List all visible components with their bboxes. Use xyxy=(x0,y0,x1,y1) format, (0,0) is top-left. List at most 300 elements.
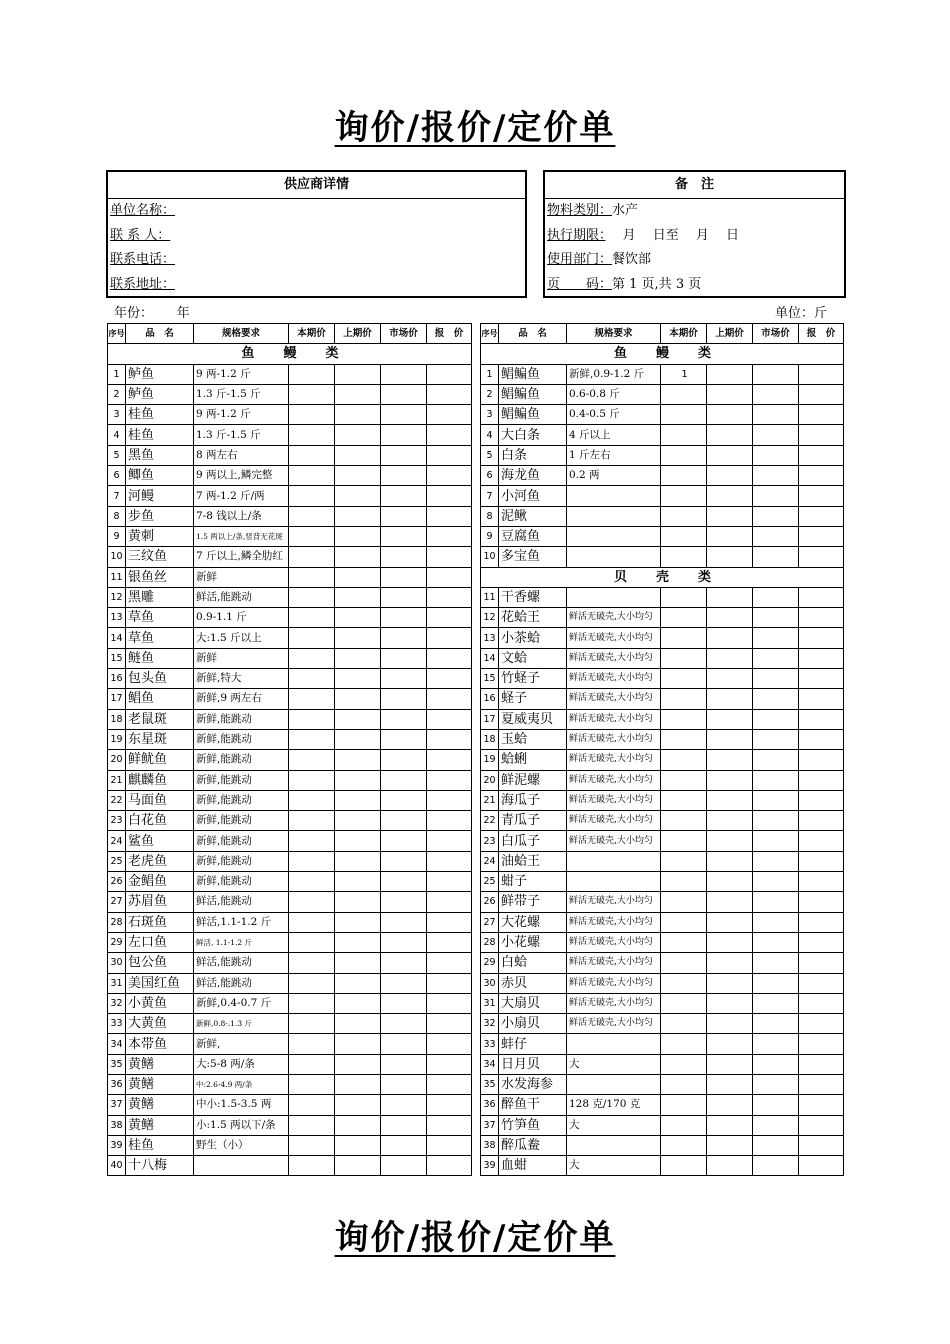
last-price-cell[interactable] xyxy=(335,445,381,465)
market-price-cell[interactable] xyxy=(753,689,799,709)
current-price-cell[interactable] xyxy=(289,669,335,689)
quote-cell[interactable] xyxy=(427,1135,472,1155)
quote-cell[interactable] xyxy=(427,729,472,749)
current-price-cell[interactable] xyxy=(289,872,335,892)
market-price-cell[interactable] xyxy=(753,811,799,831)
current-price-cell[interactable] xyxy=(289,466,335,486)
quote-cell[interactable] xyxy=(799,608,844,628)
last-price-cell[interactable] xyxy=(335,892,381,912)
supplier-company-field[interactable]: 单位名称： xyxy=(110,203,176,218)
last-price-cell[interactable] xyxy=(335,709,381,729)
current-price-cell[interactable] xyxy=(661,912,707,932)
market-price-cell[interactable] xyxy=(381,669,427,689)
market-price-cell[interactable] xyxy=(381,932,427,952)
quote-cell[interactable] xyxy=(427,932,472,952)
current-price-cell[interactable] xyxy=(661,993,707,1013)
quote-cell[interactable] xyxy=(799,1014,844,1034)
quote-cell[interactable] xyxy=(427,750,472,770)
quote-cell[interactable] xyxy=(427,425,472,445)
market-price-cell[interactable] xyxy=(381,1095,427,1115)
market-price-cell[interactable] xyxy=(753,628,799,648)
market-price-cell[interactable] xyxy=(753,932,799,952)
last-price-cell[interactable] xyxy=(707,1034,753,1054)
current-price-cell[interactable] xyxy=(661,831,707,851)
current-price-cell[interactable] xyxy=(289,506,335,526)
current-price-cell[interactable] xyxy=(661,608,707,628)
current-price-cell[interactable] xyxy=(289,1034,335,1054)
quote-cell[interactable] xyxy=(427,466,472,486)
last-price-cell[interactable] xyxy=(707,932,753,952)
current-price-cell[interactable] xyxy=(289,486,335,506)
market-price-cell[interactable] xyxy=(381,689,427,709)
last-price-cell[interactable] xyxy=(335,1014,381,1034)
last-price-cell[interactable] xyxy=(707,790,753,810)
market-price-cell[interactable] xyxy=(381,526,427,546)
quote-cell[interactable] xyxy=(427,628,472,648)
market-price-cell[interactable] xyxy=(381,912,427,932)
quote-cell[interactable] xyxy=(427,790,472,810)
last-price-cell[interactable] xyxy=(335,770,381,790)
quote-cell[interactable] xyxy=(427,1054,472,1074)
current-price-cell[interactable] xyxy=(289,1074,335,1094)
market-price-cell[interactable] xyxy=(381,608,427,628)
market-price-cell[interactable] xyxy=(381,445,427,465)
last-price-cell[interactable] xyxy=(707,466,753,486)
last-price-cell[interactable] xyxy=(335,486,381,506)
quote-cell[interactable] xyxy=(427,526,472,546)
quote-cell[interactable] xyxy=(799,912,844,932)
quote-cell[interactable] xyxy=(799,973,844,993)
market-price-cell[interactable] xyxy=(381,750,427,770)
current-price-cell[interactable] xyxy=(661,811,707,831)
current-price-cell[interactable] xyxy=(661,851,707,871)
last-price-cell[interactable] xyxy=(335,1156,381,1176)
current-price-cell[interactable] xyxy=(661,587,707,607)
quote-cell[interactable] xyxy=(427,405,472,425)
current-price-cell[interactable] xyxy=(661,405,707,425)
quote-cell[interactable] xyxy=(427,892,472,912)
quote-cell[interactable] xyxy=(799,750,844,770)
current-price-cell[interactable] xyxy=(289,1156,335,1176)
current-price-cell[interactable] xyxy=(289,750,335,770)
current-price-cell[interactable] xyxy=(289,608,335,628)
last-price-cell[interactable] xyxy=(707,729,753,749)
current-price-cell[interactable] xyxy=(661,384,707,404)
last-price-cell[interactable] xyxy=(335,1095,381,1115)
last-price-cell[interactable] xyxy=(335,425,381,445)
current-price-cell[interactable] xyxy=(661,770,707,790)
quote-cell[interactable] xyxy=(799,953,844,973)
market-price-cell[interactable] xyxy=(753,1115,799,1135)
quote-cell[interactable] xyxy=(799,932,844,952)
last-price-cell[interactable] xyxy=(707,384,753,404)
last-price-cell[interactable] xyxy=(707,973,753,993)
last-price-cell[interactable] xyxy=(707,811,753,831)
last-price-cell[interactable] xyxy=(335,912,381,932)
quote-cell[interactable] xyxy=(427,547,472,567)
quote-cell[interactable] xyxy=(799,648,844,668)
current-price-cell[interactable] xyxy=(661,1034,707,1054)
last-price-cell[interactable] xyxy=(335,851,381,871)
current-price-cell[interactable] xyxy=(289,364,335,384)
market-price-cell[interactable] xyxy=(381,831,427,851)
current-price-cell[interactable] xyxy=(661,486,707,506)
market-price-cell[interactable] xyxy=(381,364,427,384)
current-price-cell[interactable] xyxy=(661,1135,707,1155)
current-price-cell[interactable] xyxy=(289,1014,335,1034)
market-price-cell[interactable] xyxy=(753,770,799,790)
market-price-cell[interactable] xyxy=(381,1054,427,1074)
supplier-address-field[interactable]: 联系地址： xyxy=(110,276,176,292)
quote-cell[interactable] xyxy=(427,1115,472,1135)
market-price-cell[interactable] xyxy=(753,993,799,1013)
quote-cell[interactable] xyxy=(427,973,472,993)
market-price-cell[interactable] xyxy=(753,709,799,729)
market-price-cell[interactable] xyxy=(753,648,799,668)
quote-cell[interactable] xyxy=(427,1034,472,1054)
market-price-cell[interactable] xyxy=(381,709,427,729)
quote-cell[interactable] xyxy=(427,567,472,587)
market-price-cell[interactable] xyxy=(753,486,799,506)
current-price-cell[interactable] xyxy=(661,750,707,770)
quote-cell[interactable] xyxy=(427,648,472,668)
market-price-cell[interactable] xyxy=(753,1014,799,1034)
market-price-cell[interactable] xyxy=(381,993,427,1013)
quote-cell[interactable] xyxy=(799,770,844,790)
market-price-cell[interactable] xyxy=(753,466,799,486)
quote-cell[interactable] xyxy=(799,1156,844,1176)
last-price-cell[interactable] xyxy=(707,526,753,546)
last-price-cell[interactable] xyxy=(335,506,381,526)
market-price-cell[interactable] xyxy=(753,526,799,546)
quote-cell[interactable] xyxy=(427,364,472,384)
last-price-cell[interactable] xyxy=(707,851,753,871)
market-price-cell[interactable] xyxy=(381,1135,427,1155)
quote-cell[interactable] xyxy=(427,384,472,404)
market-price-cell[interactable] xyxy=(753,851,799,871)
quote-cell[interactable] xyxy=(799,1115,844,1135)
quote-cell[interactable] xyxy=(427,506,472,526)
current-price-cell[interactable] xyxy=(289,892,335,912)
last-price-cell[interactable] xyxy=(707,709,753,729)
last-price-cell[interactable] xyxy=(335,364,381,384)
last-price-cell[interactable] xyxy=(707,587,753,607)
market-price-cell[interactable] xyxy=(753,405,799,425)
market-price-cell[interactable] xyxy=(753,1034,799,1054)
market-price-cell[interactable] xyxy=(381,973,427,993)
quote-cell[interactable] xyxy=(799,628,844,648)
last-price-cell[interactable] xyxy=(335,1054,381,1074)
last-price-cell[interactable] xyxy=(335,1115,381,1135)
last-price-cell[interactable] xyxy=(335,628,381,648)
market-price-cell[interactable] xyxy=(381,729,427,749)
market-price-cell[interactable] xyxy=(753,547,799,567)
last-price-cell[interactable] xyxy=(335,587,381,607)
market-price-cell[interactable] xyxy=(753,729,799,749)
last-price-cell[interactable] xyxy=(335,831,381,851)
market-price-cell[interactable] xyxy=(753,953,799,973)
quote-cell[interactable] xyxy=(799,993,844,1013)
last-price-cell[interactable] xyxy=(707,648,753,668)
last-price-cell[interactable] xyxy=(707,445,753,465)
current-price-cell[interactable] xyxy=(661,932,707,952)
last-price-cell[interactable] xyxy=(707,912,753,932)
last-price-cell[interactable] xyxy=(335,689,381,709)
quote-cell[interactable] xyxy=(799,831,844,851)
last-price-cell[interactable] xyxy=(707,689,753,709)
market-price-cell[interactable] xyxy=(753,1095,799,1115)
current-price-cell[interactable] xyxy=(661,547,707,567)
last-price-cell[interactable] xyxy=(707,608,753,628)
quote-cell[interactable] xyxy=(799,1074,844,1094)
current-price-cell[interactable] xyxy=(661,790,707,810)
market-price-cell[interactable] xyxy=(381,790,427,810)
quote-cell[interactable] xyxy=(799,486,844,506)
market-price-cell[interactable] xyxy=(753,831,799,851)
market-price-cell[interactable] xyxy=(753,587,799,607)
quote-cell[interactable] xyxy=(799,384,844,404)
last-price-cell[interactable] xyxy=(707,364,753,384)
market-price-cell[interactable] xyxy=(381,567,427,587)
last-price-cell[interactable] xyxy=(707,1014,753,1034)
last-price-cell[interactable] xyxy=(335,729,381,749)
last-price-cell[interactable] xyxy=(707,1115,753,1135)
market-price-cell[interactable] xyxy=(381,506,427,526)
current-price-cell[interactable] xyxy=(661,466,707,486)
last-price-cell[interactable] xyxy=(335,790,381,810)
quote-cell[interactable] xyxy=(799,547,844,567)
last-price-cell[interactable] xyxy=(335,811,381,831)
market-price-cell[interactable] xyxy=(381,425,427,445)
quote-cell[interactable] xyxy=(799,364,844,384)
last-price-cell[interactable] xyxy=(707,1054,753,1074)
quote-cell[interactable] xyxy=(799,729,844,749)
quote-cell[interactable] xyxy=(427,486,472,506)
quote-cell[interactable] xyxy=(799,445,844,465)
current-price-cell[interactable] xyxy=(289,953,335,973)
last-price-cell[interactable] xyxy=(707,1156,753,1176)
last-price-cell[interactable] xyxy=(707,872,753,892)
last-price-cell[interactable] xyxy=(335,993,381,1013)
quote-cell[interactable] xyxy=(799,851,844,871)
current-price-cell[interactable] xyxy=(289,973,335,993)
market-price-cell[interactable] xyxy=(753,1156,799,1176)
current-price-cell[interactable] xyxy=(289,628,335,648)
quote-cell[interactable] xyxy=(427,811,472,831)
last-price-cell[interactable] xyxy=(707,831,753,851)
quote-cell[interactable] xyxy=(799,425,844,445)
quote-cell[interactable] xyxy=(799,405,844,425)
market-price-cell[interactable] xyxy=(381,405,427,425)
last-price-cell[interactable] xyxy=(335,872,381,892)
current-price-cell[interactable] xyxy=(289,547,335,567)
supplier-contact-field[interactable]: 联 系 人： xyxy=(110,227,171,243)
last-price-cell[interactable] xyxy=(707,506,753,526)
current-price-cell[interactable] xyxy=(289,1054,335,1074)
market-price-cell[interactable] xyxy=(753,445,799,465)
market-price-cell[interactable] xyxy=(753,669,799,689)
last-price-cell[interactable] xyxy=(707,547,753,567)
quote-cell[interactable] xyxy=(799,1135,844,1155)
market-price-cell[interactable] xyxy=(381,1115,427,1135)
current-price-cell[interactable] xyxy=(661,729,707,749)
market-price-cell[interactable] xyxy=(753,1054,799,1074)
last-price-cell[interactable] xyxy=(335,932,381,952)
current-price-cell[interactable] xyxy=(289,1095,335,1115)
quote-cell[interactable] xyxy=(427,993,472,1013)
current-price-cell[interactable] xyxy=(289,689,335,709)
quote-cell[interactable] xyxy=(799,790,844,810)
current-price-cell[interactable] xyxy=(289,445,335,465)
market-price-cell[interactable] xyxy=(381,872,427,892)
quote-cell[interactable] xyxy=(427,689,472,709)
current-price-cell[interactable] xyxy=(661,689,707,709)
current-price-cell[interactable] xyxy=(661,669,707,689)
quote-cell[interactable] xyxy=(427,587,472,607)
supplier-phone-field[interactable]: 联系电话： xyxy=(110,252,176,267)
market-price-cell[interactable] xyxy=(753,608,799,628)
market-price-cell[interactable] xyxy=(753,973,799,993)
market-price-cell[interactable] xyxy=(753,872,799,892)
market-price-cell[interactable] xyxy=(753,750,799,770)
last-price-cell[interactable] xyxy=(707,425,753,445)
last-price-cell[interactable] xyxy=(335,973,381,993)
quote-cell[interactable] xyxy=(427,912,472,932)
last-price-cell[interactable] xyxy=(335,1074,381,1094)
quote-cell[interactable] xyxy=(799,669,844,689)
current-price-cell[interactable] xyxy=(661,973,707,993)
current-price-cell[interactable] xyxy=(289,567,335,587)
quote-cell[interactable] xyxy=(427,608,472,628)
current-price-cell[interactable] xyxy=(289,405,335,425)
current-price-cell[interactable] xyxy=(289,1115,335,1135)
market-price-cell[interactable] xyxy=(381,811,427,831)
current-price-cell[interactable] xyxy=(661,1014,707,1034)
quote-cell[interactable] xyxy=(799,1095,844,1115)
quote-cell[interactable] xyxy=(799,1054,844,1074)
last-price-cell[interactable] xyxy=(335,669,381,689)
last-price-cell[interactable] xyxy=(335,466,381,486)
market-price-cell[interactable] xyxy=(753,790,799,810)
market-price-cell[interactable] xyxy=(753,892,799,912)
quote-cell[interactable] xyxy=(427,851,472,871)
last-price-cell[interactable] xyxy=(707,1135,753,1155)
current-price-cell[interactable] xyxy=(289,648,335,668)
last-price-cell[interactable] xyxy=(707,770,753,790)
quote-cell[interactable] xyxy=(427,831,472,851)
last-price-cell[interactable] xyxy=(335,1135,381,1155)
current-price-cell[interactable] xyxy=(661,506,707,526)
current-price-cell[interactable] xyxy=(661,628,707,648)
quote-cell[interactable] xyxy=(799,1034,844,1054)
market-price-cell[interactable] xyxy=(381,1156,427,1176)
quote-cell[interactable] xyxy=(427,1156,472,1176)
current-price-cell[interactable] xyxy=(661,648,707,668)
quote-cell[interactable] xyxy=(427,1074,472,1094)
quote-cell[interactable] xyxy=(427,953,472,973)
current-price-cell[interactable] xyxy=(661,872,707,892)
quote-cell[interactable] xyxy=(427,709,472,729)
market-price-cell[interactable] xyxy=(381,384,427,404)
last-price-cell[interactable] xyxy=(707,993,753,1013)
quote-cell[interactable] xyxy=(799,709,844,729)
current-price-cell[interactable] xyxy=(289,587,335,607)
current-price-cell[interactable] xyxy=(289,932,335,952)
quote-cell[interactable] xyxy=(427,1014,472,1034)
current-price-cell[interactable] xyxy=(661,445,707,465)
last-price-cell[interactable] xyxy=(335,953,381,973)
current-price-cell[interactable] xyxy=(661,709,707,729)
current-price-cell[interactable] xyxy=(661,892,707,912)
quote-cell[interactable] xyxy=(799,689,844,709)
last-price-cell[interactable] xyxy=(707,405,753,425)
market-price-cell[interactable] xyxy=(381,1034,427,1054)
current-price-cell[interactable] xyxy=(661,953,707,973)
current-price-cell[interactable]: 1 xyxy=(661,364,707,384)
quote-cell[interactable] xyxy=(799,811,844,831)
market-price-cell[interactable] xyxy=(381,1014,427,1034)
market-price-cell[interactable] xyxy=(381,1074,427,1094)
quote-cell[interactable] xyxy=(799,587,844,607)
current-price-cell[interactable] xyxy=(289,912,335,932)
current-price-cell[interactable] xyxy=(289,729,335,749)
last-price-cell[interactable] xyxy=(335,567,381,587)
market-price-cell[interactable] xyxy=(381,851,427,871)
market-price-cell[interactable] xyxy=(381,953,427,973)
quote-cell[interactable] xyxy=(799,526,844,546)
quote-cell[interactable] xyxy=(799,506,844,526)
quote-cell[interactable] xyxy=(427,872,472,892)
current-price-cell[interactable] xyxy=(289,770,335,790)
current-price-cell[interactable] xyxy=(289,851,335,871)
quote-cell[interactable] xyxy=(799,466,844,486)
last-price-cell[interactable] xyxy=(335,384,381,404)
current-price-cell[interactable] xyxy=(661,1156,707,1176)
market-price-cell[interactable] xyxy=(381,466,427,486)
current-price-cell[interactable] xyxy=(289,790,335,810)
market-price-cell[interactable] xyxy=(753,506,799,526)
current-price-cell[interactable] xyxy=(661,1054,707,1074)
current-price-cell[interactable] xyxy=(289,709,335,729)
last-price-cell[interactable] xyxy=(707,486,753,506)
last-price-cell[interactable] xyxy=(707,628,753,648)
current-price-cell[interactable] xyxy=(289,831,335,851)
current-price-cell[interactable] xyxy=(289,425,335,445)
market-price-cell[interactable] xyxy=(381,648,427,668)
quote-cell[interactable] xyxy=(799,892,844,912)
last-price-cell[interactable] xyxy=(335,405,381,425)
market-price-cell[interactable] xyxy=(753,384,799,404)
current-price-cell[interactable] xyxy=(289,384,335,404)
last-price-cell[interactable] xyxy=(707,669,753,689)
market-price-cell[interactable] xyxy=(381,587,427,607)
current-price-cell[interactable] xyxy=(289,993,335,1013)
quote-cell[interactable] xyxy=(799,872,844,892)
last-price-cell[interactable] xyxy=(707,1095,753,1115)
last-price-cell[interactable] xyxy=(335,1034,381,1054)
current-price-cell[interactable] xyxy=(661,1095,707,1115)
market-price-cell[interactable] xyxy=(753,1135,799,1155)
market-price-cell[interactable] xyxy=(381,892,427,912)
current-price-cell[interactable] xyxy=(661,1074,707,1094)
market-price-cell[interactable] xyxy=(753,425,799,445)
current-price-cell[interactable] xyxy=(661,1115,707,1135)
current-price-cell[interactable] xyxy=(289,811,335,831)
last-price-cell[interactable] xyxy=(335,750,381,770)
last-price-cell[interactable] xyxy=(707,1074,753,1094)
market-price-cell[interactable] xyxy=(753,1074,799,1094)
quote-cell[interactable] xyxy=(427,445,472,465)
